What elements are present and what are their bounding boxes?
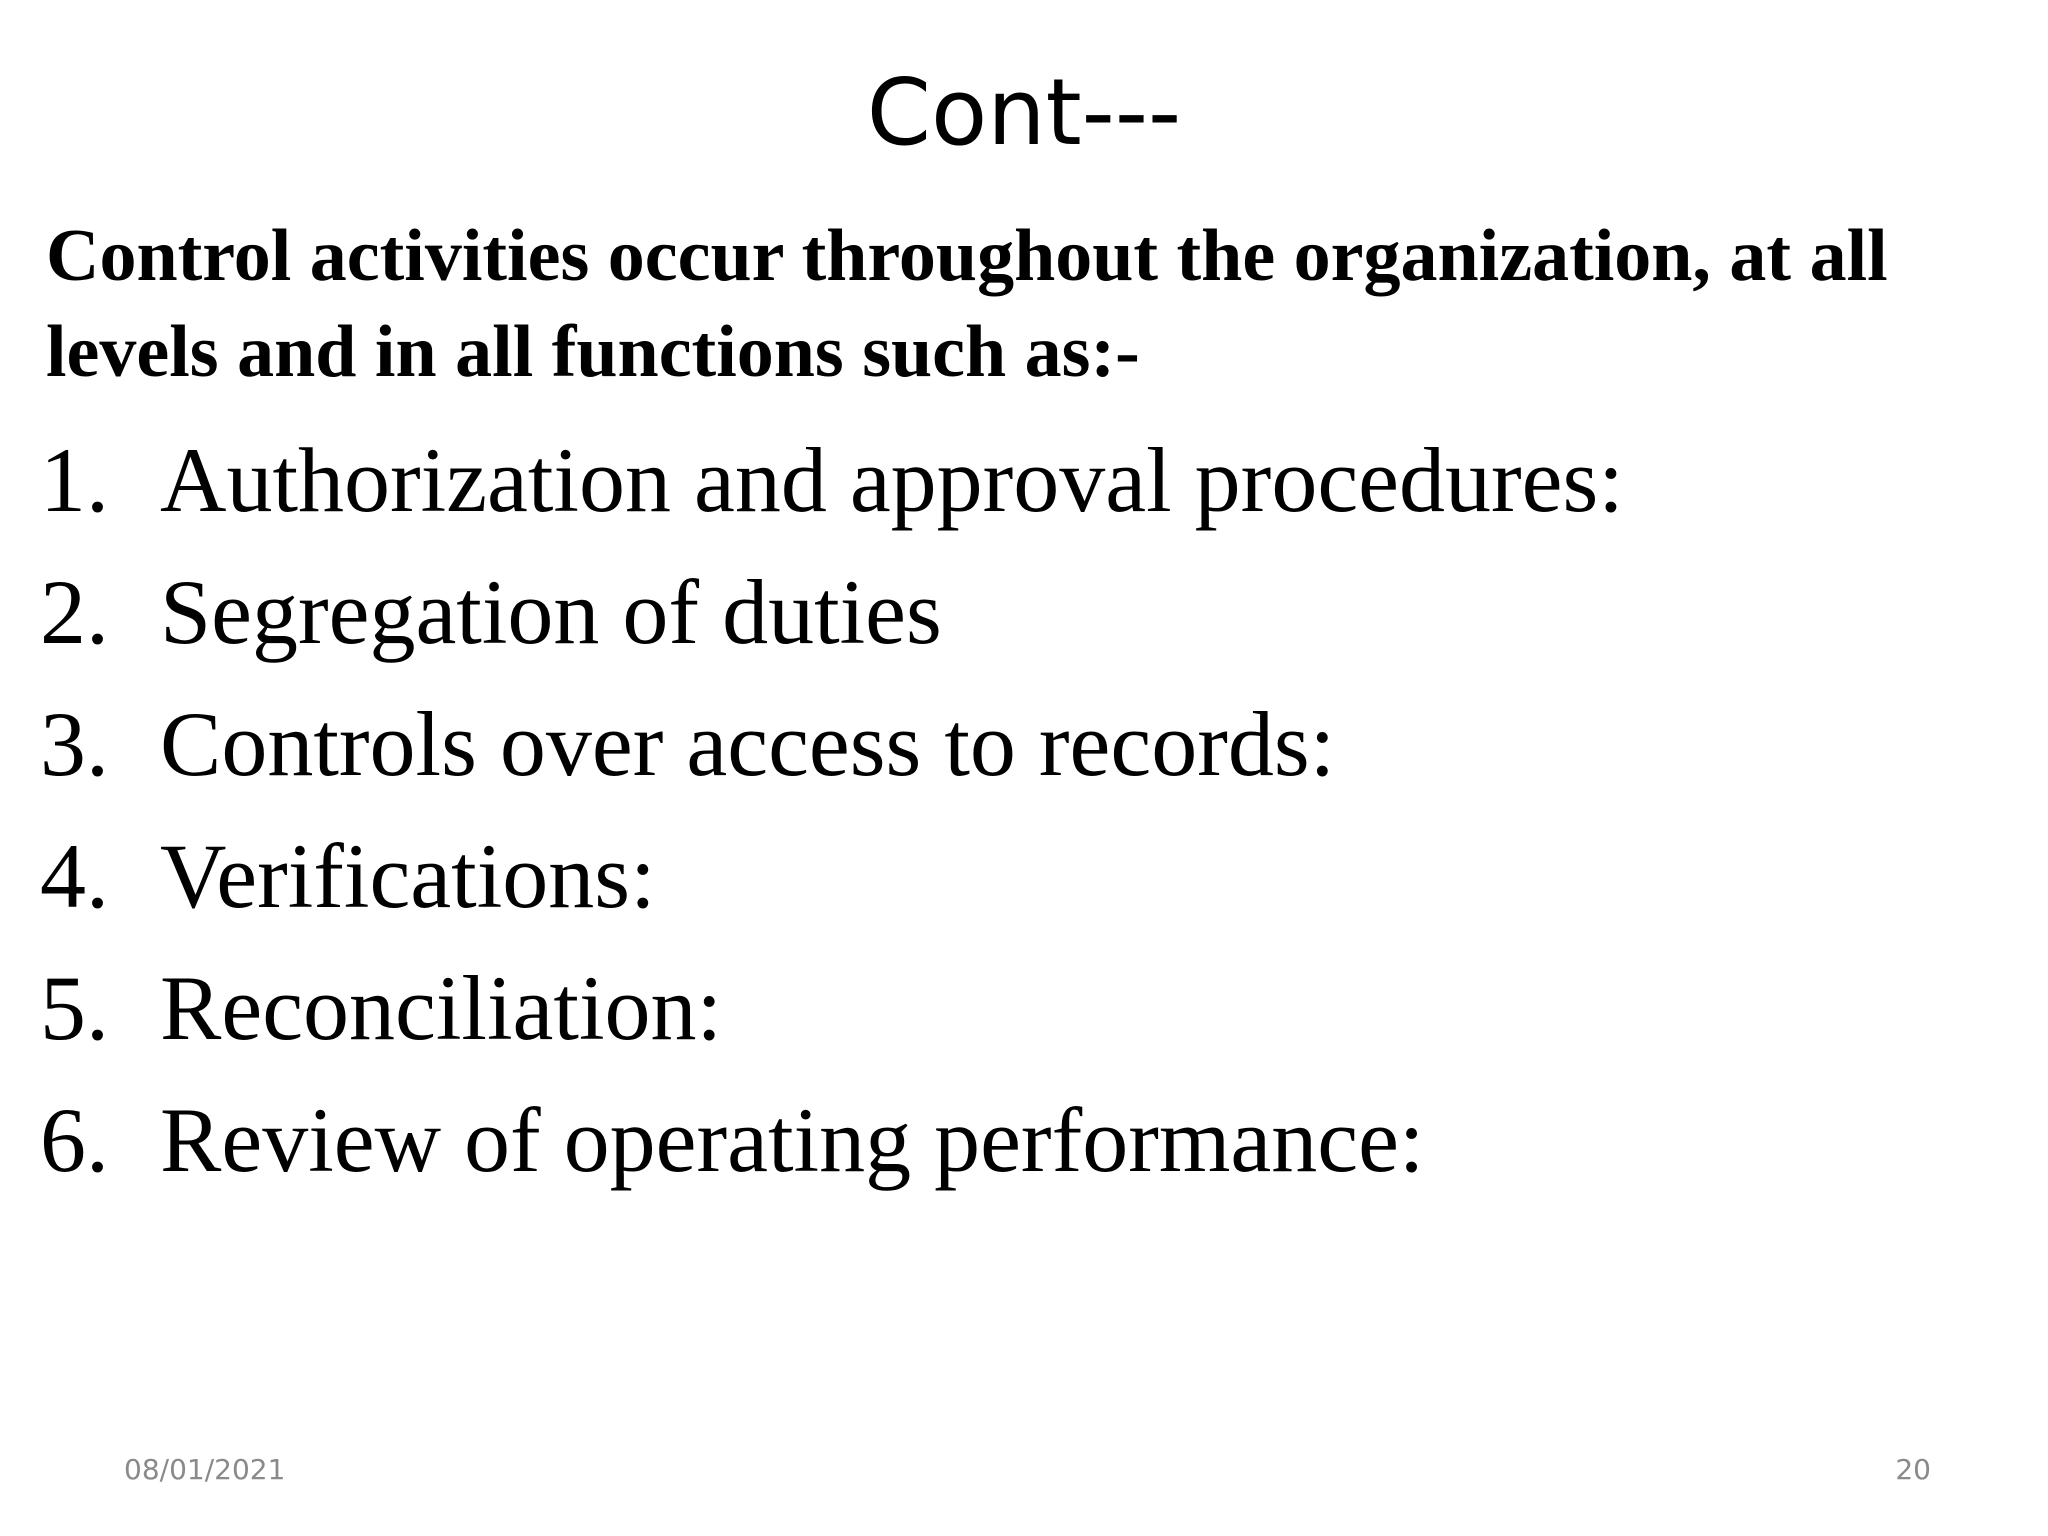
list-item xyxy=(40,1074,1624,1206)
list-item xyxy=(40,678,1624,810)
list-item xyxy=(40,414,1624,546)
list-item-text: Review of operating performance: xyxy=(160,1089,1425,1191)
list-item-number: 6. xyxy=(40,1089,109,1191)
list-item-number: 4. xyxy=(40,825,109,927)
list-item-text: Verifications: xyxy=(160,825,656,927)
list-item-text: Authorization and approval procedures: xyxy=(160,429,1624,531)
slide-title: Cont--- xyxy=(866,59,1182,166)
list-item-number: 1. xyxy=(40,429,109,531)
list-item-text: Controls over access to records: xyxy=(160,693,1336,795)
numbered-list xyxy=(40,414,1624,1206)
footer-date: 08/01/2021 xyxy=(124,1453,286,1486)
list-item-number: 5. xyxy=(40,957,109,1059)
list-item-text: Reconciliation: xyxy=(160,957,723,1059)
list-item xyxy=(40,810,1624,942)
list-item-number: 3. xyxy=(40,693,109,795)
list-item xyxy=(40,942,1624,1074)
intro-text: Control activities occur throughout the organization, at all levels and in all functions such as:- xyxy=(46,215,1888,393)
list-item-number: 2. xyxy=(40,561,109,663)
footer-page-number: 20 xyxy=(1895,1453,1931,1486)
list-item xyxy=(40,546,1624,678)
list-item-text: Segregation of duties xyxy=(160,561,942,663)
